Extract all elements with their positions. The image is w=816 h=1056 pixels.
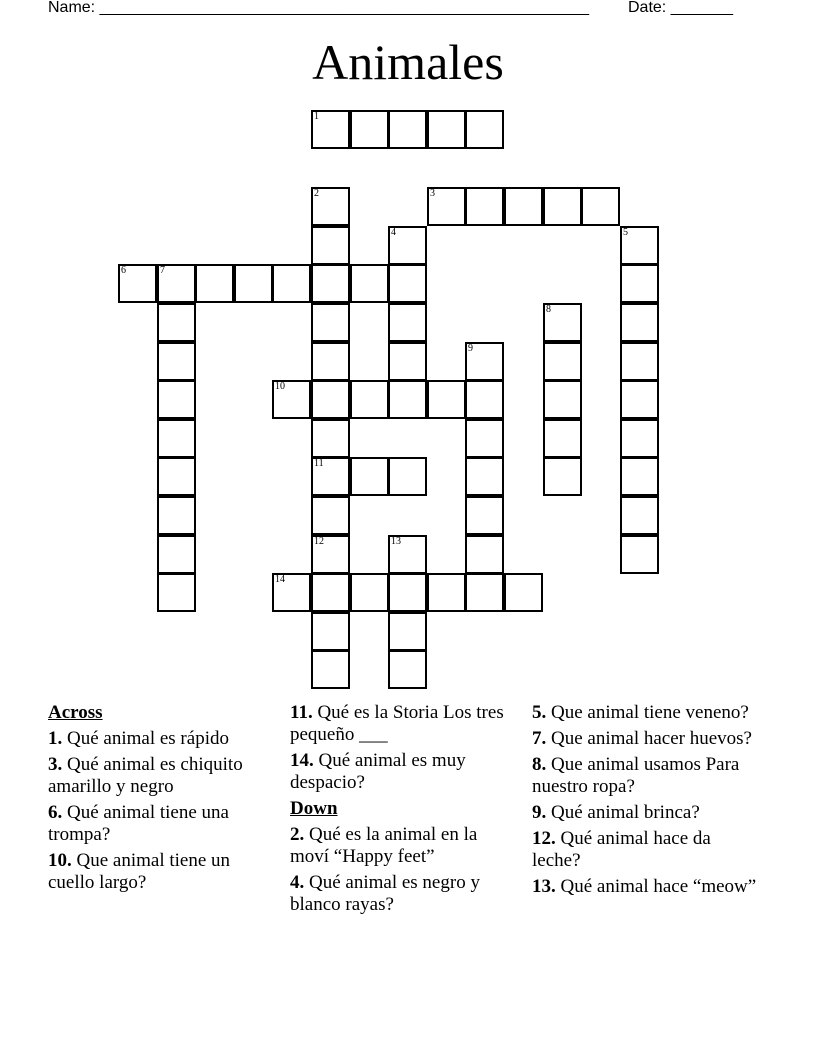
grid-cell[interactable] [543,187,582,226]
cell-number: 9 [468,343,473,354]
clue-across-14 [290,750,512,794]
name-field[interactable]: Name: _______________________________________________________ [48,0,589,16]
cell-number: 14 [275,574,285,585]
clue-column-1 [48,702,280,898]
clue-number: 9. [532,802,547,823]
grid-cell[interactable] [350,110,389,149]
clue-text: Que animal tiene veneno? [551,702,749,723]
grid-cell[interactable] [620,535,659,574]
clue-number: 5. [532,702,547,723]
grid-cell[interactable] [388,303,427,342]
grid-cell[interactable] [543,342,582,381]
grid-cell[interactable] [311,496,350,535]
grid-cell[interactable] [465,573,504,612]
clue-text: Qué animal es muy despacio? [290,750,466,793]
clue-number: 7. [532,728,547,749]
grid-cell[interactable] [620,342,659,381]
grid-cell[interactable] [311,226,350,265]
grid-cell[interactable] [620,457,659,496]
clue-across-10 [48,850,280,894]
clue-text: Que animal hacer huevos? [551,728,752,749]
page-title: Animales [312,34,504,90]
grid-cell[interactable] [311,380,350,419]
cell-number: 12 [314,536,324,547]
grid-cell[interactable] [388,226,427,265]
grid-cell[interactable] [157,380,196,419]
grid-cell[interactable] [620,226,659,265]
clue-text: Qué animal es rápido [67,728,229,749]
grid-cell[interactable] [350,380,389,419]
grid-cell[interactable] [543,419,582,458]
clue-number: 4. [290,872,305,893]
grid-cell[interactable] [234,264,273,303]
clue-text: Qué animal hace da leche? [532,828,711,871]
clue-text: Qué animal es negro y blanco rayas? [290,872,480,915]
grid-cell[interactable] [350,573,389,612]
grid-cell[interactable] [427,573,466,612]
grid-cell[interactable] [272,573,311,612]
across-heading: Across [48,702,103,723]
grid-cell[interactable] [311,573,350,612]
clue-number: 6. [48,802,63,823]
cell-number: 13 [391,536,401,547]
clue-across-1 [48,728,280,750]
grid-cell[interactable] [157,535,196,574]
worksheet-header [48,0,748,18]
down-heading: Down [290,798,338,819]
grid-cell[interactable] [157,457,196,496]
cell-number: 4 [391,227,396,238]
clue-number: 3. [48,754,63,775]
grid-cell[interactable] [118,264,157,303]
grid-cell[interactable] [465,110,504,149]
clue-number: 11. [290,702,313,723]
clue-number: 13. [532,876,556,897]
grid-cell[interactable] [465,457,504,496]
grid-cell[interactable] [311,650,350,689]
grid-cell[interactable] [311,535,350,574]
clue-across-3 [48,754,280,798]
cell-number: 7 [160,265,165,276]
clue-text: Qué animal es chiquito amarillo y negro [48,754,243,797]
grid-cell[interactable] [465,342,504,381]
grid-cell[interactable] [504,573,543,612]
grid-cell[interactable] [427,380,466,419]
cell-number: 3 [430,188,435,199]
grid-cell[interactable] [311,612,350,651]
grid-cell[interactable] [311,419,350,458]
clue-number: 1. [48,728,63,749]
clue-text: Que animal usamos Para nuestro ropa? [532,754,740,797]
clue-text: Qué animal hace “meow” [560,876,757,897]
clue-down-2 [290,824,512,868]
cell-number: 5 [623,227,628,238]
grid-cell[interactable] [157,303,196,342]
cell-number: 2 [314,188,319,199]
grid-cell[interactable] [157,342,196,381]
grid-cell[interactable] [350,264,389,303]
grid-cell[interactable] [543,457,582,496]
clue-down-7 [532,728,762,750]
grid-cell[interactable] [311,457,350,496]
clue-down-12 [532,828,762,872]
clue-number: 14. [290,750,314,771]
grid-cell[interactable] [427,187,466,226]
grid-cell[interactable] [620,380,659,419]
clue-text: Qué animal brinca? [551,802,700,823]
clue-down-9 [532,802,762,824]
grid-cell[interactable] [350,457,389,496]
grid-cell[interactable] [157,573,196,612]
grid-cell[interactable] [272,264,311,303]
grid-cell[interactable] [543,380,582,419]
clue-down-13 [532,876,762,898]
clue-text: Qué es la animal en la moví “Happy feet” [290,824,478,867]
grid-cell[interactable] [388,342,427,381]
grid-cell[interactable] [620,496,659,535]
grid-cell[interactable] [157,264,196,303]
grid-cell[interactable] [465,380,504,419]
clue-down-4 [290,872,512,916]
grid-cell[interactable] [465,535,504,574]
grid-cell[interactable] [157,496,196,535]
grid-cell[interactable] [388,612,427,651]
cell-number: 11 [314,458,324,469]
cell-number: 10 [275,381,285,392]
grid-cell[interactable] [388,573,427,612]
grid-cell[interactable] [311,187,350,226]
grid-cell[interactable] [195,264,234,303]
grid-cell[interactable] [157,419,196,458]
clue-down-8 [532,754,762,798]
grid-cell[interactable] [465,496,504,535]
grid-cell[interactable] [388,264,427,303]
grid-cell[interactable] [388,535,427,574]
grid-cell[interactable] [504,187,543,226]
cell-number: 6 [121,265,126,276]
clue-across-6 [48,802,280,846]
clue-text: Qué animal tiene una trompa? [48,802,229,845]
grid-cell[interactable] [311,264,350,303]
clue-number: 10. [48,850,72,871]
grid-cell[interactable] [311,303,350,342]
grid-cell[interactable] [388,380,427,419]
date-field[interactable]: Date: _______ [628,0,733,16]
grid-cell[interactable] [272,380,311,419]
grid-cell[interactable] [465,419,504,458]
grid-cell[interactable] [465,187,504,226]
clue-text: Qué es la Storia Los tres pequeño ___ [290,702,504,745]
grid-cell[interactable] [388,110,427,149]
grid-cell[interactable] [620,303,659,342]
clue-number: 8. [532,754,547,775]
cell-number: 8 [546,304,551,315]
clue-text: Que animal tiene un cuello largo? [48,850,231,893]
clue-number: 2. [290,824,305,845]
clue-column-3 [532,702,762,902]
grid-cell[interactable] [620,264,659,303]
clue-column-2 [290,702,512,920]
grid-cell[interactable] [388,650,427,689]
grid-cell[interactable] [311,110,350,149]
clue-across-11 [290,702,512,746]
clue-down-5 [532,702,762,724]
grid-cell[interactable] [620,419,659,458]
cell-number: 1 [314,111,319,122]
grid-cell[interactable] [388,457,427,496]
grid-cell[interactable] [311,342,350,381]
grid-cell[interactable] [427,110,466,149]
clue-number: 12. [532,828,556,849]
grid-cell[interactable] [543,303,582,342]
grid-cell[interactable] [581,187,620,226]
